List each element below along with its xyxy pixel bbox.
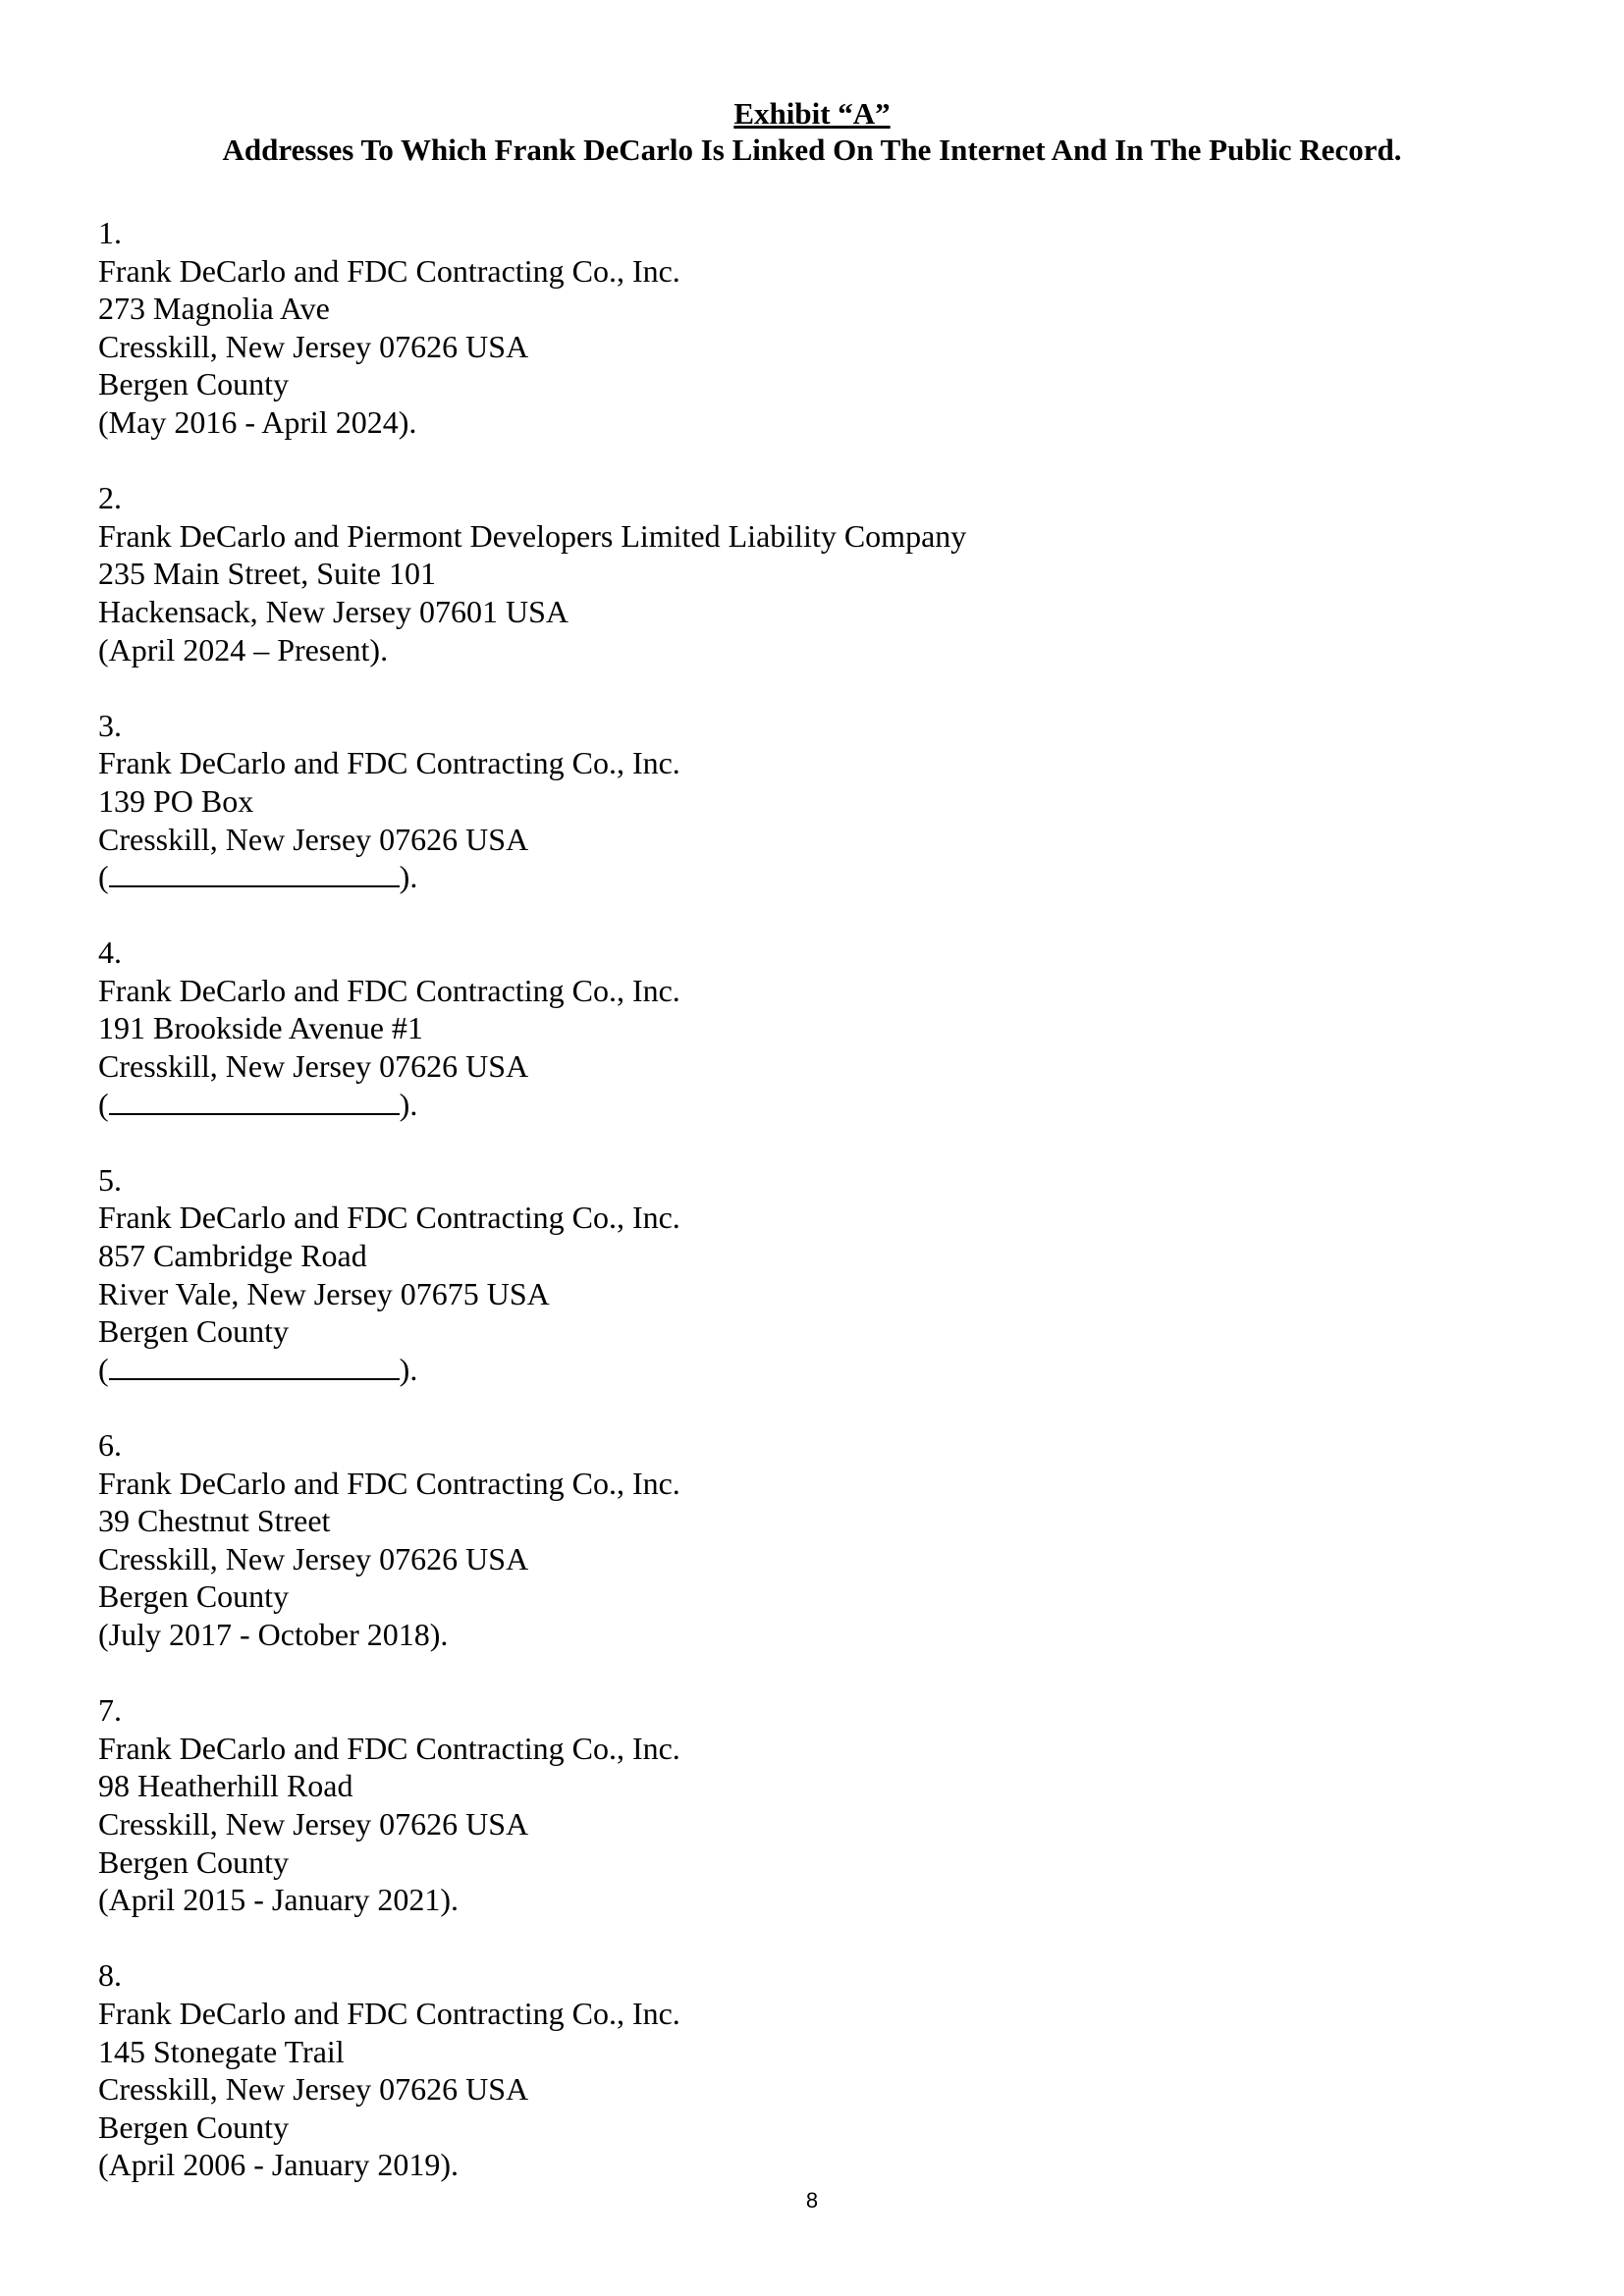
- entry-number: 1.: [98, 215, 122, 250]
- address-entry: [98, 214, 1522, 442]
- entry-period-blank: [98, 1086, 1522, 1124]
- address-entry: [98, 479, 1522, 668]
- address-entry: [98, 1691, 1522, 1919]
- entry-number: 7.: [98, 1692, 122, 1729]
- blank-date-line: [109, 1086, 400, 1115]
- entry-line: 857 Cambridge Road: [98, 1238, 367, 1274]
- paren-open: (: [98, 1086, 109, 1122]
- entry-line: Bergen County: [98, 1313, 290, 1350]
- entry-line: Bergen County: [98, 366, 290, 402]
- paren-open: (: [98, 1351, 109, 1387]
- entry-number: 4.: [98, 934, 122, 971]
- entry-line: 145 Stonegate Trail: [98, 2033, 345, 2069]
- paren-close: ).: [399, 1351, 418, 1387]
- entry-line: Frank DeCarlo and FDC Contracting Co., Inc.: [98, 252, 680, 289]
- page-number: 8: [805, 2188, 819, 2213]
- entry-line: Bergen County: [98, 2109, 290, 2145]
- blank-date-line: [109, 1351, 400, 1380]
- entry-line: Cresskill, New Jersey 07626 USA: [98, 328, 529, 364]
- entry-period-blank: [98, 858, 1522, 896]
- address-entry: [98, 1956, 1522, 2184]
- entry-line: 98 Heatherhill Road: [98, 1768, 353, 1804]
- entry-line: Frank DeCarlo and FDC Contracting Co., Inc.: [98, 1200, 680, 1236]
- entry-line: Frank DeCarlo and FDC Contracting Co., Inc.: [98, 745, 680, 781]
- paren-close: ).: [399, 859, 418, 895]
- exhibit-title: Exhibit “A”: [733, 96, 891, 131]
- entry-line: Frank DeCarlo and FDC Contracting Co., Inc.: [98, 972, 680, 1008]
- entry-line: Cresskill, New Jersey 07626 USA: [98, 1805, 529, 1842]
- entry-line: 235 Main Street, Suite 101: [98, 556, 436, 592]
- address-entry: [98, 1426, 1522, 1654]
- entry-period: (April 2015 - January 2021).: [98, 1882, 460, 1918]
- entry-line: River Vale, New Jersey 07675 USA: [98, 1275, 550, 1311]
- entry-period-blank: [98, 1351, 1522, 1389]
- address-entry: [98, 934, 1522, 1123]
- entry-line: Bergen County: [98, 1843, 290, 1880]
- entry-line: 139 PO Box: [98, 782, 254, 819]
- entry-period: (April 2024 – Present).: [98, 631, 389, 667]
- entry-period: (July 2017 - October 2018).: [98, 1616, 449, 1652]
- entry-period: (April 2006 - January 2019).: [98, 2147, 460, 2183]
- entry-number: 5.: [98, 1161, 122, 1198]
- entry-line: Cresskill, New Jersey 07626 USA: [98, 821, 529, 857]
- entry-line: Frank DeCarlo and FDC Contracting Co., Inc.: [98, 1995, 680, 2031]
- entry-number: 8.: [98, 1957, 122, 1994]
- entry-line: Frank DeCarlo and FDC Contracting Co., Inc.: [98, 1465, 680, 1501]
- address-list: [98, 214, 1522, 2221]
- exhibit-subtitle: Addresses To Which Frank DeCarlo Is Linked On The Internet And In The Public Record.: [222, 133, 1402, 167]
- entry-line: Frank DeCarlo and FDC Contracting Co., Inc.: [98, 1730, 680, 1766]
- paren-open: (: [98, 859, 109, 895]
- entry-line: Cresskill, New Jersey 07626 USA: [98, 2071, 529, 2108]
- paren-close: ).: [399, 1086, 418, 1122]
- exhibit-header: [0, 96, 1624, 169]
- entry-line: Bergen County: [98, 1578, 290, 1615]
- entry-line: Cresskill, New Jersey 07626 USA: [98, 1540, 529, 1576]
- entry-number: 3.: [98, 707, 122, 743]
- entry-line: 273 Magnolia Ave: [98, 291, 330, 327]
- entry-number: 6.: [98, 1427, 122, 1463]
- entry-line: Cresskill, New Jersey 07626 USA: [98, 1048, 529, 1085]
- entry-line: Frank DeCarlo and Piermont Developers Limited Liability Company: [98, 517, 967, 554]
- address-entry: [98, 707, 1522, 896]
- entry-number: 2.: [98, 480, 122, 516]
- address-entry: [98, 1161, 1522, 1389]
- blank-date-line: [109, 858, 400, 887]
- entry-line: Hackensack, New Jersey 07601 USA: [98, 593, 568, 629]
- entry-line: 39 Chestnut Street: [98, 1503, 331, 1539]
- entry-period: (May 2016 - April 2024).: [98, 403, 417, 440]
- entry-line: 191 Brookside Avenue #1: [98, 1010, 423, 1046]
